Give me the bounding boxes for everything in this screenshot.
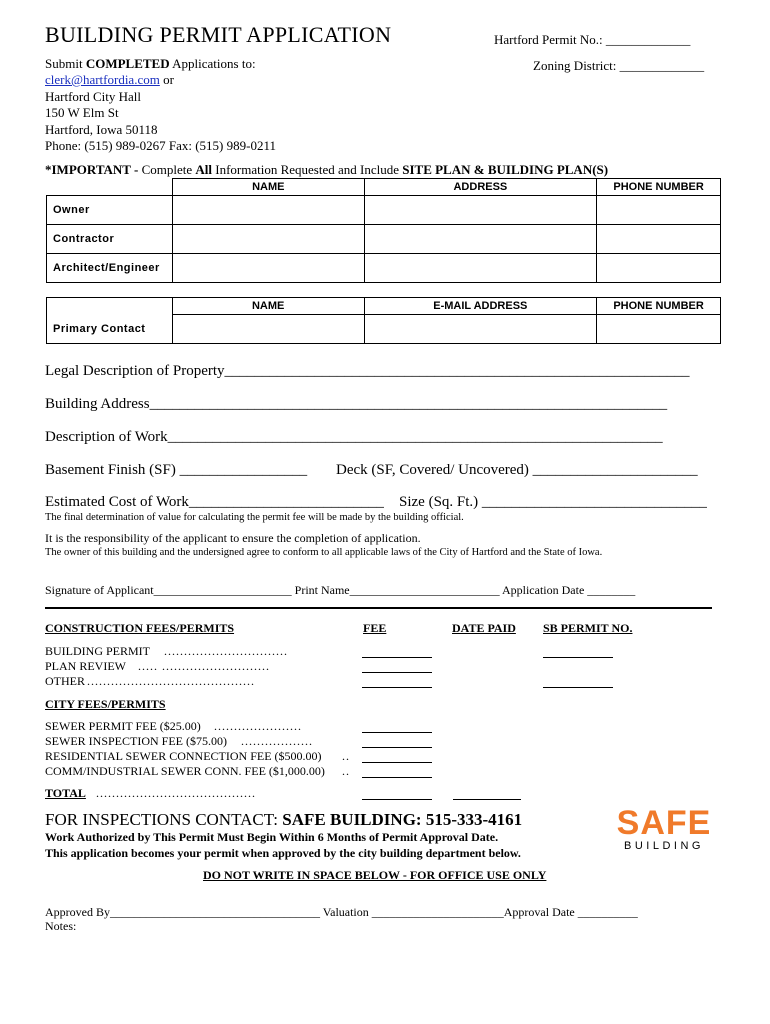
owner-name-cell[interactable] (172, 196, 364, 225)
other-label: OTHER (45, 674, 85, 688)
architect-label: Architect/Engineer (47, 254, 173, 283)
sewer-permit-dots: ...................... (214, 719, 302, 733)
responsibility-note: It is the responsibility of the applicant to ensure the completion of application. (45, 531, 421, 545)
architect-address-cell[interactable] (364, 254, 597, 283)
sewer-inspection-fee-blank[interactable] (362, 735, 432, 748)
signature-line[interactable]: Signature of Applicant_______________________ Print Name_________________________ Application Date ________ (45, 583, 636, 597)
construction-fees-heading: CONSTRUCTION FEES/PERMITS (45, 621, 235, 635)
or-text: or (159, 72, 174, 87)
primary-email-cell[interactable] (364, 315, 597, 344)
contractor-name-cell[interactable] (172, 225, 364, 254)
size-field[interactable]: Size (Sq. Ft.) ______________________________ (399, 494, 707, 510)
important-plans: SITE PLAN & BUILDING PLAN(S) (402, 162, 609, 177)
work-authorized-note: Work Authorized by This Permit Must Begin Within 6 Months of Permit Approval Date. (45, 830, 499, 844)
clerk-email-link[interactable]: clerk@hartfordia.com (45, 72, 160, 87)
submit-suffix: Applications to: (169, 56, 256, 71)
primary-name-cell[interactable] (172, 315, 364, 344)
important-prefix: *IMPORTANT - (45, 162, 142, 177)
owner-label: Owner (47, 196, 173, 225)
total-label: TOTAL (45, 786, 86, 800)
submit-instructions (45, 56, 256, 72)
owner-address-cell[interactable] (364, 196, 597, 225)
building-permit-fee-blank[interactable] (362, 645, 432, 658)
phone-fax-line: Phone: (515) 989-0267 Fax: (515) 989-0211 (45, 138, 276, 153)
other-sb-blank[interactable] (543, 675, 613, 688)
inspections-contact (45, 810, 522, 830)
total-dots: ........................................ (96, 786, 256, 800)
inspections-prefix: FOR INSPECTIONS CONTACT: (45, 810, 283, 829)
blank-header-2 (47, 298, 173, 315)
address-header: ADDRESS (364, 179, 597, 196)
zoning-district-field[interactable]: Zoning District: _____________ (533, 58, 705, 73)
building-permit-sb-blank[interactable] (543, 645, 613, 658)
primary-phone-cell[interactable] (597, 315, 721, 344)
blank-header (47, 179, 173, 196)
important-text-1: Complete (141, 162, 196, 177)
phone-header: PHONE NUMBER (597, 179, 721, 196)
total-date-paid-blank[interactable] (453, 787, 521, 800)
plan-review-dots: ..... ........................... (138, 659, 270, 673)
sewer-permit-label: SEWER PERMIT FEE ($25.00) (45, 719, 201, 733)
city-fees-heading: CITY FEES/PERMITS (45, 697, 166, 711)
logo-safe-text: SAFE (616, 804, 712, 842)
office-use-notice: DO NOT WRITE IN SPACE BELOW - FOR OFFICE USE ONLY (203, 868, 547, 882)
architect-name-cell[interactable] (172, 254, 364, 283)
logo-building-text: BUILDING (624, 840, 704, 852)
building-permit-dots: ............................... (164, 644, 288, 658)
name-header: NAME (172, 179, 364, 196)
architect-phone-cell[interactable] (597, 254, 721, 283)
primary-contact-label: Primary Contact (47, 315, 173, 344)
fee-column-header: FEE (363, 621, 387, 635)
total-fee-blank[interactable] (362, 787, 432, 800)
contractor-label: Contractor (47, 225, 173, 254)
permit-number-field[interactable]: Hartford Permit No.: _____________ (494, 32, 691, 47)
address-line-3: Hartford, Iowa 50118 (45, 122, 158, 137)
estimated-cost-field[interactable]: Estimated Cost of Work__________________________ (45, 494, 384, 510)
important-notice (45, 162, 608, 178)
owner-agreement-note: The owner of this building and the undersigned agree to conform to all applicable laws of the City of Hartford and the State of Iowa. (45, 547, 603, 558)
inspections-phone: SAFE BUILDING: 515-333-4161 (282, 810, 523, 829)
commercial-sewer-dots: .. (342, 764, 350, 778)
residential-sewer-label: RESIDENTIAL SEWER CONNECTION FEE ($500.00) (45, 749, 322, 763)
plan-review-label: PLAN REVIEW (45, 659, 126, 673)
name-header-2: NAME (172, 298, 364, 315)
safe-building-logo (614, 806, 714, 853)
residential-sewer-dots: .. (342, 749, 350, 763)
address-line-2: 150 W Elm St (45, 105, 119, 120)
sewer-inspection-dots: .................. (241, 734, 313, 748)
important-all: All (195, 162, 212, 177)
sewer-inspection-label: SEWER INSPECTION FEE ($75.00) (45, 734, 227, 748)
owner-phone-cell[interactable] (597, 196, 721, 225)
contacts-table (46, 178, 721, 283)
email-header: E-MAIL ADDRESS (364, 298, 597, 315)
deck-field[interactable]: Deck (SF, Covered/ Uncovered) ______________________ (336, 462, 698, 478)
notes-label: Notes: (45, 919, 77, 933)
submit-completed: COMPLETED (85, 56, 170, 71)
permit-approval-note: This application becomes your permit when approved by the city building department below. (45, 846, 521, 860)
phone-header-2: PHONE NUMBER (597, 298, 721, 315)
residential-sewer-fee-blank[interactable] (362, 750, 432, 763)
contractor-phone-cell[interactable] (597, 225, 721, 254)
contractor-address-cell[interactable] (364, 225, 597, 254)
basement-finish-field[interactable]: Basement Finish (SF) _________________ (45, 462, 308, 478)
commercial-sewer-fee-blank[interactable] (362, 765, 432, 778)
other-fee-blank[interactable] (362, 675, 432, 688)
legal-description-field[interactable]: Legal Description of Property______________________________________________________________ (45, 363, 690, 379)
approved-by-line[interactable]: Approved By___________________________________ Valuation ______________________Approval Date __________ (45, 905, 638, 919)
page-title: BUILDING PERMIT APPLICATION (45, 22, 392, 47)
sewer-permit-fee-blank[interactable] (362, 720, 432, 733)
other-dots: .......................................... (87, 674, 255, 688)
building-permit-label: BUILDING PERMIT (45, 644, 150, 658)
commercial-sewer-label: COMM/INDUSTRIAL SEWER CONN. FEE ($1,000.00) (45, 764, 325, 778)
final-determination-note: The final determination of value for calculating the permit fee will be made by the building official. (45, 512, 464, 523)
plan-review-fee-blank[interactable] (362, 660, 432, 673)
building-address-field[interactable]: Building Address_____________________________________________________________________ (45, 396, 668, 412)
submit-prefix: Submit (45, 56, 86, 71)
important-text-2: Information Requested and Include (211, 162, 403, 177)
sb-permit-column-header: SB PERMIT NO. (543, 621, 633, 635)
date-paid-column-header: DATE PAID (452, 621, 516, 635)
email-line (45, 72, 174, 88)
description-of-work-field[interactable]: Description of Work__________________________________________________________________ (45, 429, 663, 445)
primary-contact-table (46, 297, 721, 344)
divider-line (45, 607, 712, 609)
address-line-1: Hartford City Hall (45, 89, 142, 104)
